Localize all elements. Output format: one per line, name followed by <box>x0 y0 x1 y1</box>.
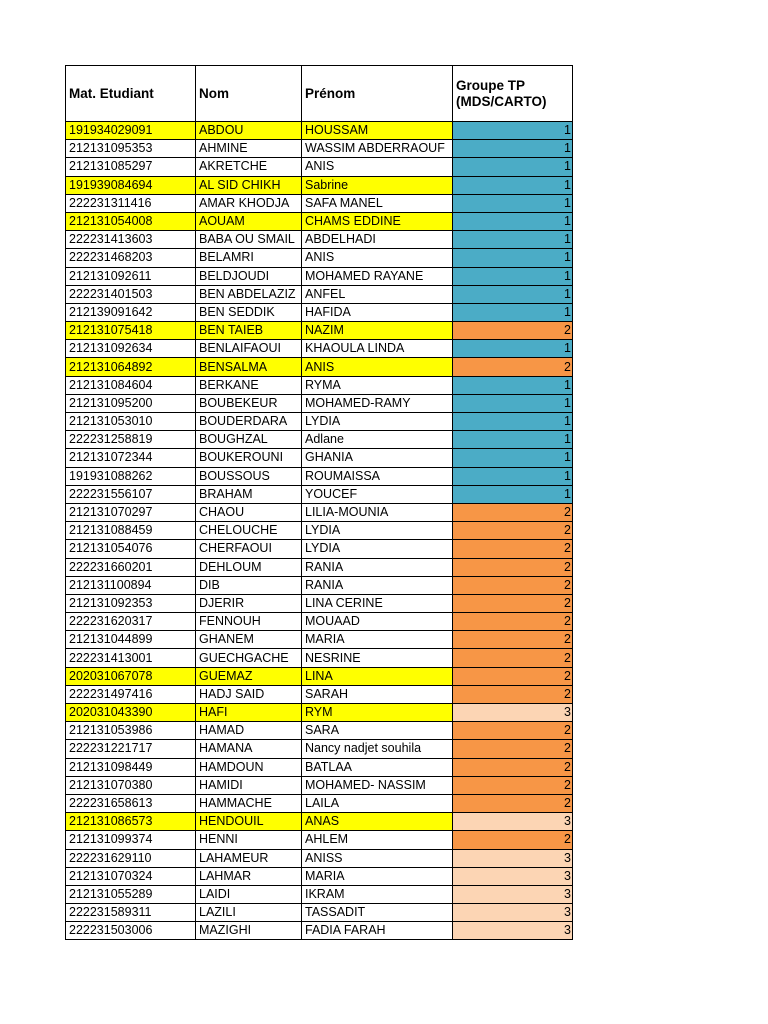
table-row <box>66 758 573 776</box>
table-row <box>66 922 573 940</box>
table-row <box>66 594 573 612</box>
cell-nom: BEN SEDDIK <box>196 303 302 321</box>
cell-nom: BOUGHZAL <box>196 431 302 449</box>
cell-nom: BENLAIFAOUI <box>196 340 302 358</box>
table-row <box>66 394 573 412</box>
cell-prenom: MOHAMED- NASSIM <box>302 776 453 794</box>
cell-mat-etudiant: 191939084694 <box>66 176 196 194</box>
table-row <box>66 431 573 449</box>
cell-prenom: MARIA <box>302 867 453 885</box>
cell-mat-etudiant: 212131092611 <box>66 267 196 285</box>
cell-mat-etudiant: 212131095353 <box>66 140 196 158</box>
cell-groupe-tp: 2 <box>453 631 573 649</box>
cell-groupe-tp: 3 <box>453 885 573 903</box>
cell-nom: AMAR KHODJA <box>196 194 302 212</box>
cell-groupe-tp: 1 <box>453 413 573 431</box>
table-row <box>66 467 573 485</box>
header-row <box>66 66 573 122</box>
cell-prenom: WASSIM ABDERRAOUF <box>302 140 453 158</box>
cell-nom: CHAOU <box>196 503 302 521</box>
cell-mat-etudiant: 222231660201 <box>66 558 196 576</box>
table-row <box>66 267 573 285</box>
cell-groupe-tp: 1 <box>453 158 573 176</box>
cell-prenom: KHAOULA LINDA <box>302 340 453 358</box>
cell-groupe-tp: 2 <box>453 322 573 340</box>
table-row <box>66 212 573 230</box>
cell-nom: AL SID CHIKH <box>196 176 302 194</box>
cell-mat-etudiant: 222231589311 <box>66 904 196 922</box>
cell-groupe-tp: 2 <box>453 649 573 667</box>
cell-mat-etudiant: 222231497416 <box>66 685 196 703</box>
cell-prenom: RANIA <box>302 558 453 576</box>
cell-prenom: MARIA <box>302 631 453 649</box>
cell-nom: BABA OU SMAIL <box>196 231 302 249</box>
cell-nom: BRAHAM <box>196 485 302 503</box>
cell-mat-etudiant: 212131054076 <box>66 540 196 558</box>
cell-nom: BERKANE <box>196 376 302 394</box>
cell-prenom: LYDIA <box>302 522 453 540</box>
cell-mat-etudiant: 212131092353 <box>66 594 196 612</box>
table-row <box>66 303 573 321</box>
cell-prenom: NAZIM <box>302 322 453 340</box>
table-row <box>66 449 573 467</box>
table-row <box>66 194 573 212</box>
cell-prenom: ANAS <box>302 813 453 831</box>
header-prenom: Prénom <box>302 66 453 122</box>
cell-mat-etudiant: 212131075418 <box>66 322 196 340</box>
table-row <box>66 613 573 631</box>
cell-prenom: MOHAMED-RAMY <box>302 394 453 412</box>
cell-mat-etudiant: 222231556107 <box>66 485 196 503</box>
cell-mat-etudiant: 191931088262 <box>66 467 196 485</box>
cell-nom: CHERFAOUI <box>196 540 302 558</box>
cell-prenom: GHANIA <box>302 449 453 467</box>
cell-prenom: SARA <box>302 722 453 740</box>
cell-prenom: YOUCEF <box>302 485 453 503</box>
cell-mat-etudiant: 212131044899 <box>66 631 196 649</box>
table-row <box>66 140 573 158</box>
cell-prenom: ANIS <box>302 358 453 376</box>
cell-prenom: LINA CERINE <box>302 594 453 612</box>
cell-prenom: Adlane <box>302 431 453 449</box>
table-row <box>66 522 573 540</box>
cell-groupe-tp: 2 <box>453 758 573 776</box>
cell-groupe-tp: 1 <box>453 485 573 503</box>
cell-prenom: ANFEL <box>302 285 453 303</box>
table-row <box>66 558 573 576</box>
cell-nom: LAHAMEUR <box>196 849 302 867</box>
cell-mat-etudiant: 212131099374 <box>66 831 196 849</box>
table-row <box>66 904 573 922</box>
cell-nom: HAMMACHE <box>196 794 302 812</box>
cell-mat-etudiant: 202031043390 <box>66 704 196 722</box>
cell-mat-etudiant: 212131092634 <box>66 340 196 358</box>
cell-nom: BELAMRI <box>196 249 302 267</box>
cell-groupe-tp: 1 <box>453 394 573 412</box>
cell-mat-etudiant: 222231468203 <box>66 249 196 267</box>
cell-nom: BOUKEROUNI <box>196 449 302 467</box>
cell-prenom: SARAH <box>302 685 453 703</box>
cell-nom: HENDOUIL <box>196 813 302 831</box>
table-row <box>66 485 573 503</box>
cell-nom: MAZIGHI <box>196 922 302 940</box>
table-row <box>66 285 573 303</box>
cell-nom: HAMDOUN <box>196 758 302 776</box>
cell-nom: DIB <box>196 576 302 594</box>
cell-mat-etudiant: 212131055289 <box>66 885 196 903</box>
cell-prenom: AHLEM <box>302 831 453 849</box>
cell-prenom: ANISS <box>302 849 453 867</box>
cell-groupe-tp: 1 <box>453 376 573 394</box>
cell-groupe-tp: 2 <box>453 503 573 521</box>
cell-groupe-tp: 1 <box>453 140 573 158</box>
table-row <box>66 576 573 594</box>
cell-prenom: MOHAMED RAYANE <box>302 267 453 285</box>
cell-prenom: CHAMS EDDINE <box>302 212 453 230</box>
cell-prenom: LYDIA <box>302 413 453 431</box>
cell-prenom: LAILA <box>302 794 453 812</box>
cell-prenom: RANIA <box>302 576 453 594</box>
cell-nom: LAIDI <box>196 885 302 903</box>
header-mat-etudiant: Mat. Etudiant <box>66 66 196 122</box>
cell-groupe-tp: 1 <box>453 431 573 449</box>
cell-nom: BELDJOUDI <box>196 267 302 285</box>
cell-prenom: LINA <box>302 667 453 685</box>
cell-groupe-tp: 3 <box>453 849 573 867</box>
cell-nom: AKRETCHE <box>196 158 302 176</box>
cell-groupe-tp: 1 <box>453 285 573 303</box>
cell-groupe-tp: 2 <box>453 722 573 740</box>
cell-prenom: ROUMAISSA <box>302 467 453 485</box>
table-row <box>66 340 573 358</box>
table-row <box>66 849 573 867</box>
cell-mat-etudiant: 212131095200 <box>66 394 196 412</box>
cell-prenom: FADIA FARAH <box>302 922 453 940</box>
cell-mat-etudiant: 222231221717 <box>66 740 196 758</box>
cell-nom: BEN ABDELAZIZ <box>196 285 302 303</box>
cell-nom: BOUSSOUS <box>196 467 302 485</box>
header-groupe-tp: Groupe TP (MDS/CARTO) <box>453 66 573 122</box>
table-row <box>66 503 573 521</box>
cell-mat-etudiant: 202031067078 <box>66 667 196 685</box>
cell-groupe-tp: 2 <box>453 776 573 794</box>
cell-groupe-tp: 1 <box>453 467 573 485</box>
cell-groupe-tp: 2 <box>453 667 573 685</box>
cell-mat-etudiant: 222231413001 <box>66 649 196 667</box>
table-row <box>66 794 573 812</box>
table-row <box>66 358 573 376</box>
cell-nom: FENNOUH <box>196 613 302 631</box>
cell-nom: BOUBEKEUR <box>196 394 302 412</box>
cell-prenom: NESRINE <box>302 649 453 667</box>
cell-nom: HENNI <box>196 831 302 849</box>
table-row <box>66 322 573 340</box>
cell-mat-etudiant: 212131088459 <box>66 522 196 540</box>
cell-prenom: Nancy nadjet souhila <box>302 740 453 758</box>
cell-nom: CHELOUCHE <box>196 522 302 540</box>
table-row <box>66 867 573 885</box>
cell-nom: LAZILI <box>196 904 302 922</box>
cell-mat-etudiant: 212131053010 <box>66 413 196 431</box>
cell-nom: HADJ SAID <box>196 685 302 703</box>
cell-nom: DJERIR <box>196 594 302 612</box>
cell-mat-etudiant: 212131086573 <box>66 813 196 831</box>
cell-prenom: SAFA MANEL <box>302 194 453 212</box>
table-row <box>66 831 573 849</box>
table-row <box>66 667 573 685</box>
cell-groupe-tp: 2 <box>453 685 573 703</box>
cell-mat-etudiant: 212131100894 <box>66 576 196 594</box>
cell-prenom: ABDELHADI <box>302 231 453 249</box>
student-group-table <box>65 65 573 940</box>
cell-prenom: Sabrine <box>302 176 453 194</box>
cell-nom: AHMINE <box>196 140 302 158</box>
table-row <box>66 722 573 740</box>
cell-groupe-tp: 1 <box>453 231 573 249</box>
table-row <box>66 685 573 703</box>
cell-mat-etudiant: 212131085297 <box>66 158 196 176</box>
cell-groupe-tp: 1 <box>453 176 573 194</box>
cell-prenom: HOUSSAM <box>302 122 453 140</box>
cell-mat-etudiant: 222231311416 <box>66 194 196 212</box>
table-row <box>66 776 573 794</box>
cell-prenom: RYM <box>302 704 453 722</box>
cell-nom: HAMAD <box>196 722 302 740</box>
cell-mat-etudiant: 222231620317 <box>66 613 196 631</box>
cell-nom: BEN TAIEB <box>196 322 302 340</box>
table-row <box>66 122 573 140</box>
cell-nom: BOUDERDARA <box>196 413 302 431</box>
cell-groupe-tp: 2 <box>453 558 573 576</box>
table-row <box>66 704 573 722</box>
cell-nom: DEHLOUM <box>196 558 302 576</box>
cell-groupe-tp: 2 <box>453 740 573 758</box>
table-row <box>66 885 573 903</box>
cell-groupe-tp: 2 <box>453 794 573 812</box>
cell-mat-etudiant: 212131072344 <box>66 449 196 467</box>
cell-mat-etudiant: 212131064892 <box>66 358 196 376</box>
cell-groupe-tp: 2 <box>453 358 573 376</box>
table-row <box>66 813 573 831</box>
cell-groupe-tp: 1 <box>453 122 573 140</box>
cell-mat-etudiant: 222231258819 <box>66 431 196 449</box>
cell-prenom: IKRAM <box>302 885 453 903</box>
cell-groupe-tp: 3 <box>453 922 573 940</box>
cell-groupe-tp: 1 <box>453 212 573 230</box>
cell-nom: HAMANA <box>196 740 302 758</box>
cell-prenom: ANIS <box>302 158 453 176</box>
cell-groupe-tp: 3 <box>453 904 573 922</box>
cell-groupe-tp: 1 <box>453 267 573 285</box>
cell-nom: GUECHGACHE <box>196 649 302 667</box>
table-row <box>66 376 573 394</box>
cell-mat-etudiant: 222231413603 <box>66 231 196 249</box>
cell-groupe-tp: 2 <box>453 831 573 849</box>
cell-nom: BENSALMA <box>196 358 302 376</box>
table-body <box>66 122 573 940</box>
cell-groupe-tp: 1 <box>453 340 573 358</box>
cell-mat-etudiant: 222231658613 <box>66 794 196 812</box>
cell-groupe-tp: 2 <box>453 540 573 558</box>
cell-mat-etudiant: 222231629110 <box>66 849 196 867</box>
header-nom: Nom <box>196 66 302 122</box>
table-row <box>66 631 573 649</box>
cell-prenom: HAFIDA <box>302 303 453 321</box>
cell-mat-etudiant: 212131070297 <box>66 503 196 521</box>
table-row <box>66 413 573 431</box>
cell-groupe-tp: 2 <box>453 576 573 594</box>
cell-mat-etudiant: 222231503006 <box>66 922 196 940</box>
cell-groupe-tp: 3 <box>453 867 573 885</box>
cell-groupe-tp: 1 <box>453 249 573 267</box>
cell-prenom: LYDIA <box>302 540 453 558</box>
cell-prenom: RYMA <box>302 376 453 394</box>
cell-prenom: TASSADIT <box>302 904 453 922</box>
cell-nom: GUEMAZ <box>196 667 302 685</box>
cell-groupe-tp: 2 <box>453 594 573 612</box>
cell-nom: HAMIDI <box>196 776 302 794</box>
cell-groupe-tp: 1 <box>453 194 573 212</box>
cell-groupe-tp: 3 <box>453 813 573 831</box>
cell-prenom: LILIA-MOUNIA <box>302 503 453 521</box>
table-row <box>66 176 573 194</box>
cell-nom: AOUAM <box>196 212 302 230</box>
cell-mat-etudiant: 212131054008 <box>66 212 196 230</box>
cell-mat-etudiant: 212131070380 <box>66 776 196 794</box>
table-row <box>66 158 573 176</box>
cell-mat-etudiant: 191934029091 <box>66 122 196 140</box>
cell-nom: GHANEM <box>196 631 302 649</box>
table-row <box>66 231 573 249</box>
cell-mat-etudiant: 212139091642 <box>66 303 196 321</box>
cell-mat-etudiant: 212131084604 <box>66 376 196 394</box>
cell-nom: HAFI <box>196 704 302 722</box>
table-row <box>66 249 573 267</box>
cell-groupe-tp: 3 <box>453 704 573 722</box>
cell-mat-etudiant: 212131070324 <box>66 867 196 885</box>
cell-mat-etudiant: 212131053986 <box>66 722 196 740</box>
table-row <box>66 740 573 758</box>
cell-groupe-tp: 1 <box>453 449 573 467</box>
cell-prenom: ANIS <box>302 249 453 267</box>
cell-groupe-tp: 1 <box>453 303 573 321</box>
cell-mat-etudiant: 222231401503 <box>66 285 196 303</box>
table-row <box>66 649 573 667</box>
cell-prenom: MOUAAD <box>302 613 453 631</box>
cell-groupe-tp: 2 <box>453 613 573 631</box>
cell-prenom: BATLAA <box>302 758 453 776</box>
cell-nom: ABDOU <box>196 122 302 140</box>
table-row <box>66 540 573 558</box>
cell-nom: LAHMAR <box>196 867 302 885</box>
cell-mat-etudiant: 212131098449 <box>66 758 196 776</box>
cell-groupe-tp: 2 <box>453 522 573 540</box>
